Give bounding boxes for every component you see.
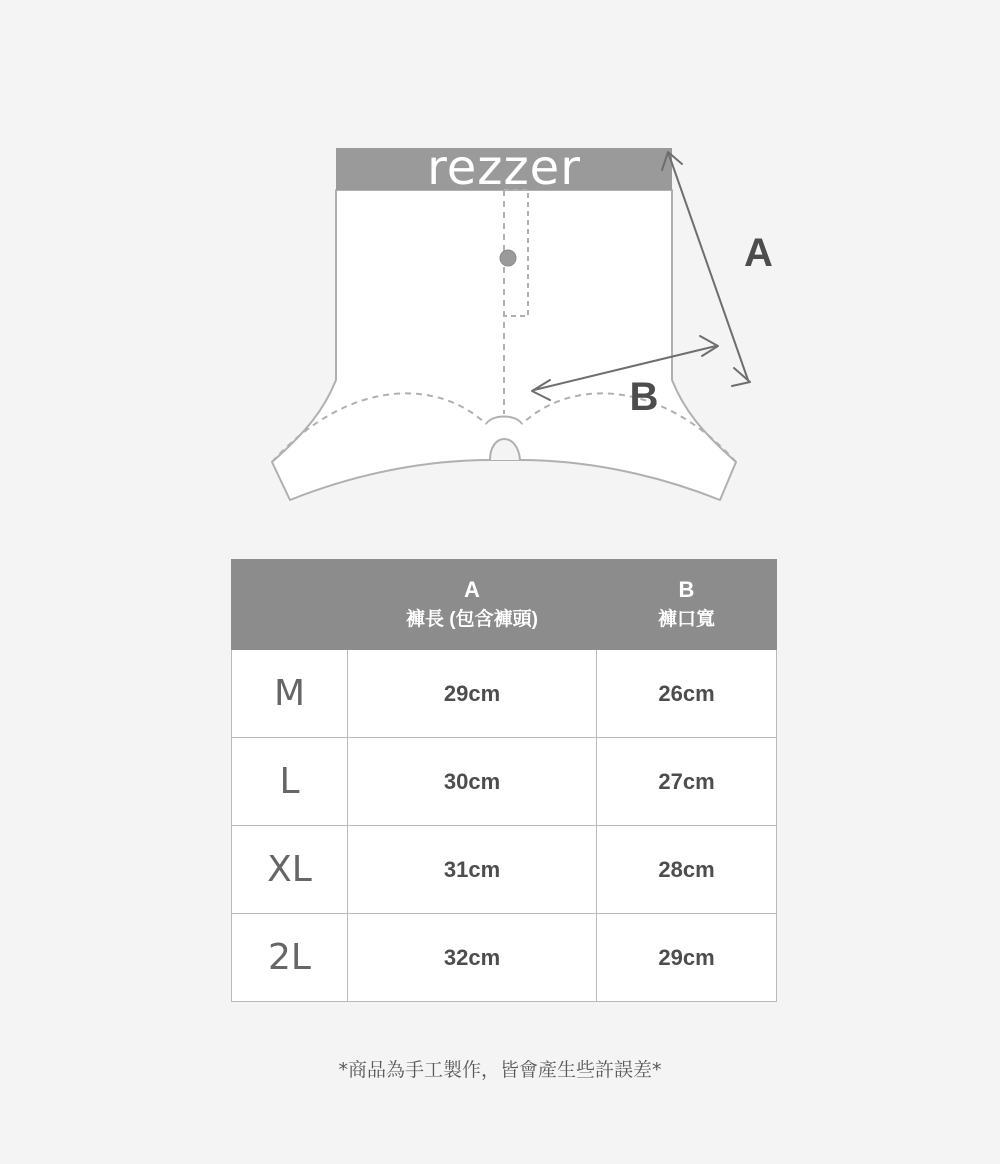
- row-value-a: 30cm: [348, 738, 597, 826]
- table-row: [232, 650, 777, 738]
- header-row: [232, 560, 777, 650]
- row-value-a: 31cm: [348, 826, 597, 914]
- footnote: *商品為手工製作，皆會產生些許誤差*: [338, 1059, 662, 1081]
- header-a-letter: A: [464, 577, 480, 602]
- row-size: L: [232, 738, 348, 826]
- row-value-b: 28cm: [597, 826, 777, 914]
- table-row: [232, 914, 777, 1002]
- size-table: [231, 559, 777, 1002]
- dimension-a-arrow: [662, 152, 750, 386]
- header-b-letter: B: [678, 577, 695, 602]
- header-size-cell: [232, 560, 348, 650]
- header-a-cell: [348, 560, 597, 650]
- brand-logo-text: rezzer: [427, 140, 581, 196]
- row-size: XL: [232, 826, 348, 914]
- dimension-a-label: A: [744, 231, 773, 275]
- size-table-header: [232, 560, 777, 650]
- table-row: [232, 738, 777, 826]
- table-row: [232, 826, 777, 914]
- size-table-body: [232, 650, 777, 1002]
- header-b-cell: [597, 560, 777, 650]
- row-value-b: 29cm: [597, 914, 777, 1002]
- row-value-a: 29cm: [348, 650, 597, 738]
- header-a-label: 褲長 (包含褲頭): [406, 608, 538, 630]
- header-b-label: 褲口寬: [657, 608, 715, 630]
- dimension-b-label: B: [629, 375, 659, 419]
- product-diagram: [0, 80, 1000, 520]
- row-value-a: 32cm: [348, 914, 597, 1002]
- row-value-b: 27cm: [597, 738, 777, 826]
- row-value-b: 26cm: [597, 650, 777, 738]
- row-size: 2L: [232, 914, 348, 1002]
- row-size: M: [232, 650, 348, 738]
